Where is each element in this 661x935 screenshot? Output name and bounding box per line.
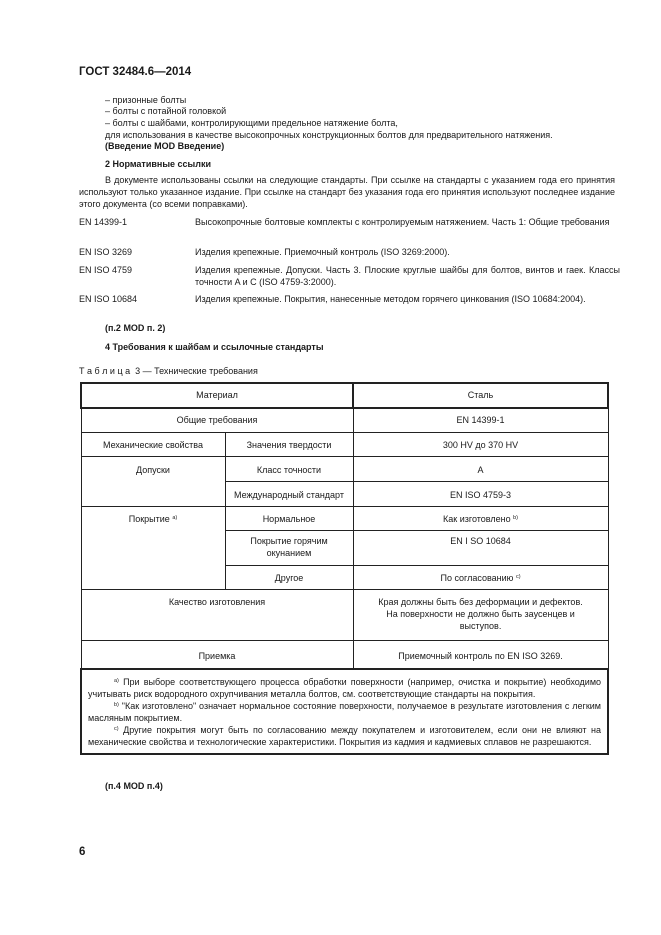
reference-code: EN ISO 10684: [79, 294, 138, 304]
table-notes: [81, 669, 608, 754]
table-note: $^{c)}$ Другие покрытия могут быть по согласованию между покупателем и изготовителем, если они не влияют на механические свойства и технологические характеристики. Покрытия из кадмия и кадмиевых сплавов не разрешаются.: [88, 725, 602, 747]
normal-coating-value: Как изготовлено $^{b)}$: [353, 507, 608, 531]
reference-description: Изделия крепежные. Допуски. Часть 3. Плоские круглые шайбы для болтов, винтов и гаек. Классы точности A и C (ISO 4759-3:2000).: [195, 265, 620, 287]
footnote-mark: c): [515, 574, 521, 580]
reference-description: Изделия крепежные. Приемочный контроль (ISO 3269:2000).: [195, 247, 450, 257]
reference-description: Высокопрочные болтовые комплекты с контролируемым натяжением. Часть 1: Общие требования: [195, 217, 610, 227]
other-coating-value: По согласованию $^{c)}$: [353, 566, 608, 590]
international-standard-label: Международный стандарт: [225, 482, 353, 507]
table-note: $^{a)}$ При выборе соответствующего процесса обработки поверхности (например, очистка и покрытие) необходимо учитывать риск водородного охрупчивания металла болтов, см. соответствующие стандарты на покрытия.: [88, 677, 602, 699]
footnote-mark: c): [114, 726, 119, 732]
table-row: [81, 507, 608, 531]
hardness-value: 300 HV до 370 HV: [353, 433, 608, 457]
section-4-title: 4 Требования к шайбам и ссылочные стандарты: [105, 342, 324, 352]
section-2-title: 2 Нормативные ссылки: [105, 159, 211, 169]
reference-code: EN ISO 3269: [79, 247, 133, 257]
reference-code: EN ISO 4759: [79, 265, 133, 275]
section-4-mod-note: (п.4 MOD п.4): [105, 781, 163, 791]
quality-label: Качество изготовления: [81, 590, 353, 641]
intro-item: – призонные болты: [105, 95, 187, 105]
table-row: [81, 457, 608, 482]
intro-item: – болты с потайной головкой: [105, 106, 227, 116]
reference-code: EN 14399-1: [79, 217, 128, 227]
table-row: [81, 408, 608, 433]
coating-label: Покрытие $^{a)}$: [81, 507, 225, 590]
footnote-mark: b): [114, 702, 119, 708]
table-caption: Т а б л и ц а 3 — Технические требования: [79, 366, 258, 376]
accuracy-class-value: A: [353, 457, 608, 482]
footnote-mark: a): [172, 515, 178, 521]
section-2-mod-note: (п.2 MOD п. 2): [105, 323, 166, 333]
table-row: [81, 433, 608, 457]
page-number: 6: [79, 846, 86, 858]
footnote-mark: a): [114, 678, 119, 684]
table-row: [81, 590, 608, 641]
quality-value: Края должны быть без деформации и дефектов. На поверхности не должно быть заусенцев и выступов.: [353, 590, 608, 641]
intro-closing: для использования в качестве высокопрочных конструкционных болтов для предварительного натяжения.: [105, 130, 553, 140]
reference-description: Изделия крепежные. Покрытия, нанесенные методом горячего цинкования (ISO 10684:2004).: [195, 294, 586, 304]
table-note: $^{b)}$ "Как изготовлено" означает нормальное состояние поверхности, получаемое в результате изготовления с легким масляным покрытием.: [88, 701, 601, 723]
accuracy-class-label: Класс точности: [225, 457, 353, 482]
table-row: [81, 641, 608, 670]
tolerances-label: Допуски: [81, 457, 225, 507]
acceptance-label: Приемка: [81, 641, 353, 670]
footnote-mark: b): [513, 515, 518, 521]
international-standard-value: EN ISO 4759-3: [353, 482, 608, 507]
hot-dip-coating-label: Покрытие горячим окунанием: [225, 531, 353, 566]
document-header: ГОСТ 32484.6—2014: [79, 66, 192, 78]
hardness-label: Значения твердости: [225, 433, 353, 457]
table-row: [81, 383, 608, 408]
hot-dip-coating-value: EN I SO 10684: [353, 531, 608, 566]
table-row: [81, 669, 608, 754]
material-value: Сталь: [353, 383, 608, 408]
technical-requirements-table: [80, 382, 609, 755]
intro-item: – болты с шайбами, контролирующими предельное натяжение болта,: [105, 118, 398, 128]
other-coating-label: Другое: [225, 566, 353, 590]
intro-mod-note: (Введение MOD Введение): [105, 141, 225, 151]
material-header: Материал: [81, 383, 353, 408]
normal-coating-label: Нормальное: [225, 507, 353, 531]
acceptance-value: Приемочный контроль по EN ISO 3269.: [353, 641, 608, 670]
general-requirements-value: EN 14399-1: [353, 408, 608, 433]
mechanical-properties-label: Механические свойства: [81, 433, 225, 457]
general-requirements-label: Общие требования: [81, 408, 353, 433]
section-2-paragraph: В документе использованы ссылки на следующие стандарты. При ссылке на стандарты с указанием года его принятия используют только указанное издание. При ссылке на стандарт без указания года его принятия используют последнее издание этого документа (со всеми поправками).: [79, 175, 615, 209]
